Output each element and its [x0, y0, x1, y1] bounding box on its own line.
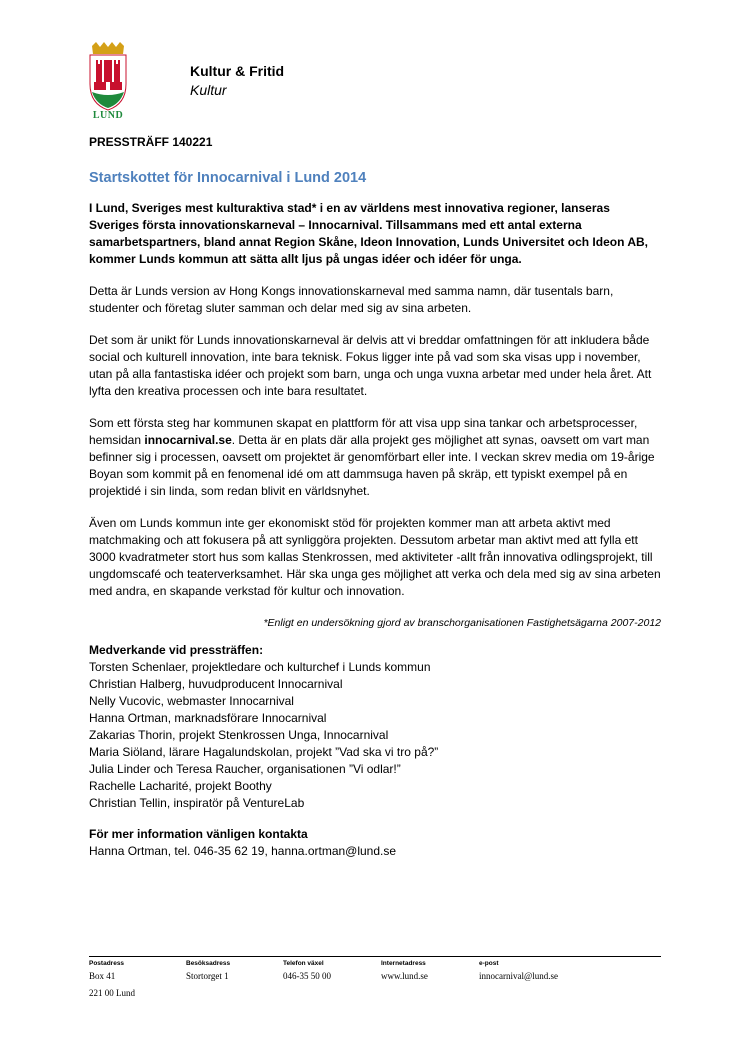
- contact-heading: För mer information vänligen kontakta: [89, 827, 308, 841]
- footer-web-value[interactable]: www.lund.se: [381, 971, 428, 981]
- footer-divider: [89, 956, 661, 957]
- department-block: [190, 62, 284, 100]
- footer-email-label: e-post: [479, 960, 499, 967]
- list-item: Christian Tellin, inspiratör på VentureLab: [89, 796, 305, 810]
- footer-visit-label: Besöksadress: [186, 960, 231, 967]
- list-item: Torsten Schenlaer, projektledare och kulturchef i Lunds kommun: [89, 660, 431, 674]
- footer-phone-label: Telefon växel: [283, 960, 324, 967]
- contact-section: [89, 826, 396, 860]
- page-title: Startskottet för Innocarnival i Lund 2014: [89, 170, 367, 186]
- contact-line: Hanna Ortman, tel. 046-35 62 19, hanna.ortman@lund.se: [89, 844, 397, 858]
- footnote: *Enligt en undersökning gjord av branschorganisationen Fastighetsägarna 2007-2012: [263, 617, 661, 629]
- participants-list: [89, 659, 438, 812]
- footer-phone: [283, 958, 331, 982]
- paragraph-2: Det som är unikt för Lunds innovationskarneval är delvis att vi breddar omfattningen för att inkludera både social och kulturell innovation, inte bara teknisk. Fokus ligger inte på vad som ska visas upp i november, utan på alla fantastiska idéer och projekt som barn, unga och unga vuxna arbetar med under hela året. Att lyfta den kreativa processen och inte bara resultatet.: [89, 333, 652, 398]
- list-item: Zakarias Thorin, projekt Stenkrossen Unga, Innocarnival: [89, 728, 389, 742]
- paragraph-1: Detta är Lunds version av Hong Kongs innovationskarneval med samma namn, där tusentals barn, studenter och företag sluter samman och delar med sig av sina arbeten.: [89, 284, 614, 315]
- article-body: [89, 200, 661, 647]
- participants-section: [89, 642, 438, 812]
- logo-wordmark: LUND: [92, 110, 124, 121]
- footer-email: [479, 958, 558, 982]
- footer-visit: [186, 958, 230, 982]
- lead-paragraph: I Lund, Sveriges mest kulturaktiva stad* i en av världens mest innovativa regioner, lanseras Sveriges första innovationskarneval – Innocarnival. Tillsammans med ett antal externa samarbetspartners, bland annat Region Skåne, Ideon Innovation, Lunds Universitet och Ideon AB, kommer Lunds kommun att sätta allt ljus på ungas idéer och idéer för unga.: [89, 201, 648, 266]
- participants-heading: Medverkande vid pressträffen:: [89, 643, 264, 657]
- list-item: Maria Siöland, lärare Hagalundskolan, projekt ”Vad ska vi tro på?”: [89, 745, 439, 759]
- footer-web-label: Internetadress: [381, 960, 426, 967]
- department-name: Kultur & Fritid: [190, 63, 285, 79]
- document-label: PRESSTRÄFF 140221: [89, 135, 213, 149]
- footer-web: [381, 958, 428, 982]
- website-link[interactable]: innocarnival.se: [144, 433, 232, 447]
- footer-postal: [89, 958, 135, 999]
- footer-phone-value: 046-35 50 00: [283, 971, 331, 981]
- list-item: Julia Linder och Teresa Raucher, organisationen ”Vi odlar!”: [89, 762, 401, 776]
- footer-email-value[interactable]: innocarnival@lund.se: [479, 971, 559, 981]
- lund-coat-of-arms-logo: [86, 42, 130, 120]
- paragraph-3-part-a: Som ett första steg har kommunen skapat en plattform för att visa upp sina tankar och arbetsprocesser, hemsidan: [89, 416, 638, 447]
- list-item: Rachelle Lacharité, projekt Boothy: [89, 779, 272, 793]
- paragraph-3: [89, 415, 661, 500]
- list-item: Hanna Ortman, marknadsförare Innocarnival: [89, 711, 327, 725]
- footer-postal-label: Postadress: [89, 960, 125, 967]
- subdepartment-name: Kultur: [190, 82, 227, 98]
- paragraph-3-part-b: . Detta är en plats där alla projekt ges möjlighet att synas, oavsett om vart man befinner sig i processen, oavsett om projektet är genomförbart eller inte. I veckan skrev media om 19-årige Boyan som kommit på en fenomenal idé om att dammsuga haven på skräp, ett typiskt exempel på en projektidé i sin linda, som redan blivit en världsnyhet.: [89, 433, 655, 498]
- footer-visit-value: Stortorget 1: [186, 971, 229, 981]
- list-item: Christian Halberg, huvudproducent Innocarnival: [89, 677, 343, 691]
- paragraph-4: Även om Lunds kommun inte ger ekonomiskt stöd för projekten kommer man att arbeta aktivt med matchmaking och att fokusera på att synliggöra projekten. Dessutom arbetar man aktivt med att fylla ett 3000 kvadratmeter stort hus som kallas Stenkrossen, med aktiviteter -allt från innovativa odlingsprojekt, till ungdomscafé och teaterverksamhet. Här ska unga ges möjlighet att verka och dela med sig av sina arbeten med andra, en skapande verkstad för kultur och innovation.: [89, 516, 661, 598]
- footer-postal-line1: Box 41: [89, 971, 116, 981]
- list-item: Nelly Vucovic, webmaster Innocarnival: [89, 694, 294, 708]
- footer-postal-line2: 221 00 Lund: [89, 988, 135, 998]
